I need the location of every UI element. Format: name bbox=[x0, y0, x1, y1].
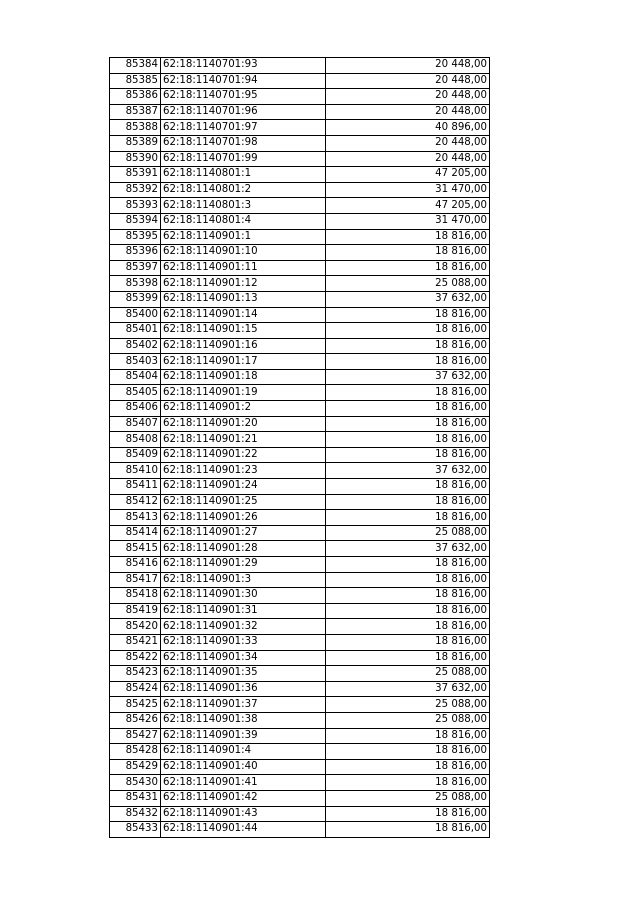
cadastral-code-cell: 62:18:1140801:4 bbox=[161, 213, 326, 229]
row-number-cell: 85408 bbox=[110, 432, 161, 448]
table-row bbox=[110, 151, 490, 167]
value-cell: 18 816,00 bbox=[326, 728, 490, 744]
cadastral-code-cell: 62:18:1140901:15 bbox=[161, 323, 326, 339]
table-row bbox=[110, 354, 490, 370]
value-cell: 18 816,00 bbox=[326, 260, 490, 276]
row-number-cell: 85395 bbox=[110, 229, 161, 245]
table-row bbox=[110, 494, 490, 510]
row-number-cell: 85427 bbox=[110, 728, 161, 744]
table-row bbox=[110, 401, 490, 417]
value-cell: 31 470,00 bbox=[326, 213, 490, 229]
value-cell: 25 088,00 bbox=[326, 790, 490, 806]
table-row bbox=[110, 323, 490, 339]
cadastral-code-cell: 62:18:1140901:13 bbox=[161, 291, 326, 307]
row-number-cell: 85400 bbox=[110, 307, 161, 323]
row-number-cell: 85406 bbox=[110, 401, 161, 417]
table-row bbox=[110, 697, 490, 713]
cadastral-code-cell: 62:18:1140901:29 bbox=[161, 557, 326, 573]
row-number-cell: 85429 bbox=[110, 759, 161, 775]
cadastral-code-cell: 62:18:1140901:34 bbox=[161, 650, 326, 666]
cadastral-code-cell: 62:18:1140701:95 bbox=[161, 89, 326, 105]
cadastral-code-cell: 62:18:1140901:41 bbox=[161, 775, 326, 791]
row-number-cell: 85415 bbox=[110, 541, 161, 557]
row-number-cell: 85430 bbox=[110, 775, 161, 791]
cadastral-code-cell: 62:18:1140901:36 bbox=[161, 681, 326, 697]
table-row bbox=[110, 744, 490, 760]
table-row bbox=[110, 369, 490, 385]
value-cell: 18 816,00 bbox=[326, 229, 490, 245]
table-row bbox=[110, 307, 490, 323]
row-number-cell: 85405 bbox=[110, 385, 161, 401]
table-row bbox=[110, 525, 490, 541]
table-row bbox=[110, 775, 490, 791]
value-cell: 18 816,00 bbox=[326, 432, 490, 448]
table-row bbox=[110, 182, 490, 198]
row-number-cell: 85423 bbox=[110, 666, 161, 682]
value-cell: 37 632,00 bbox=[326, 681, 490, 697]
row-number-cell: 85401 bbox=[110, 323, 161, 339]
row-number-cell: 85416 bbox=[110, 557, 161, 573]
cadastral-code-cell: 62:18:1140901:32 bbox=[161, 619, 326, 635]
table-row bbox=[110, 557, 490, 573]
value-cell: 18 816,00 bbox=[326, 479, 490, 495]
row-number-cell: 85409 bbox=[110, 447, 161, 463]
value-cell: 18 816,00 bbox=[326, 806, 490, 822]
value-cell: 18 816,00 bbox=[326, 775, 490, 791]
value-cell: 20 448,00 bbox=[326, 151, 490, 167]
cadastral-code-cell: 62:18:1140901:4 bbox=[161, 744, 326, 760]
row-number-cell: 85422 bbox=[110, 650, 161, 666]
cadastral-code-cell: 62:18:1140901:27 bbox=[161, 525, 326, 541]
cadastral-code-cell: 62:18:1140901:26 bbox=[161, 510, 326, 526]
table-row bbox=[110, 806, 490, 822]
row-number-cell: 85402 bbox=[110, 338, 161, 354]
row-number-cell: 85428 bbox=[110, 744, 161, 760]
cadastral-code-cell: 62:18:1140901:21 bbox=[161, 432, 326, 448]
row-number-cell: 85426 bbox=[110, 712, 161, 728]
cadastral-code-cell: 62:18:1140901:38 bbox=[161, 712, 326, 728]
value-cell: 40 896,00 bbox=[326, 120, 490, 136]
value-cell: 47 205,00 bbox=[326, 167, 490, 183]
cadastral-code-cell: 62:18:1140901:18 bbox=[161, 369, 326, 385]
table-row bbox=[110, 479, 490, 495]
value-cell: 37 632,00 bbox=[326, 369, 490, 385]
value-cell: 37 632,00 bbox=[326, 541, 490, 557]
row-number-cell: 85411 bbox=[110, 479, 161, 495]
value-cell: 18 816,00 bbox=[326, 759, 490, 775]
cadastral-code-cell: 62:18:1140901:22 bbox=[161, 447, 326, 463]
table-row bbox=[110, 634, 490, 650]
table-row bbox=[110, 759, 490, 775]
cadastral-value-table bbox=[109, 57, 490, 838]
cadastral-code-cell: 62:18:1140901:37 bbox=[161, 697, 326, 713]
table-row bbox=[110, 89, 490, 105]
cadastral-code-cell: 62:18:1140901:25 bbox=[161, 494, 326, 510]
table-row bbox=[110, 245, 490, 261]
row-number-cell: 85417 bbox=[110, 572, 161, 588]
value-cell: 20 448,00 bbox=[326, 104, 490, 120]
table-row bbox=[110, 213, 490, 229]
row-number-cell: 85432 bbox=[110, 806, 161, 822]
cadastral-code-cell: 62:18:1140701:97 bbox=[161, 120, 326, 136]
cadastral-code-cell: 62:18:1140901:17 bbox=[161, 354, 326, 370]
value-cell: 18 816,00 bbox=[326, 634, 490, 650]
value-cell: 18 816,00 bbox=[326, 338, 490, 354]
value-cell: 20 448,00 bbox=[326, 73, 490, 89]
row-number-cell: 85413 bbox=[110, 510, 161, 526]
row-number-cell: 85410 bbox=[110, 463, 161, 479]
table-row bbox=[110, 681, 490, 697]
cadastral-code-cell: 62:18:1140901:14 bbox=[161, 307, 326, 323]
table-row bbox=[110, 510, 490, 526]
cadastral-code-cell: 62:18:1140901:33 bbox=[161, 634, 326, 650]
value-cell: 47 205,00 bbox=[326, 198, 490, 214]
table-body bbox=[110, 58, 490, 838]
value-cell: 18 816,00 bbox=[326, 603, 490, 619]
cadastral-code-cell: 62:18:1140901:39 bbox=[161, 728, 326, 744]
row-number-cell: 85385 bbox=[110, 73, 161, 89]
value-cell: 18 816,00 bbox=[326, 744, 490, 760]
value-cell: 18 816,00 bbox=[326, 822, 490, 838]
cadastral-code-cell: 62:18:1140801:3 bbox=[161, 198, 326, 214]
value-cell: 20 448,00 bbox=[326, 89, 490, 105]
table-row bbox=[110, 338, 490, 354]
value-cell: 18 816,00 bbox=[326, 494, 490, 510]
table-row bbox=[110, 385, 490, 401]
table-row bbox=[110, 276, 490, 292]
row-number-cell: 85419 bbox=[110, 603, 161, 619]
row-number-cell: 85386 bbox=[110, 89, 161, 105]
value-cell: 20 448,00 bbox=[326, 58, 490, 74]
cadastral-code-cell: 62:18:1140901:1 bbox=[161, 229, 326, 245]
table-row bbox=[110, 260, 490, 276]
row-number-cell: 85403 bbox=[110, 354, 161, 370]
table-row bbox=[110, 463, 490, 479]
table-row bbox=[110, 58, 490, 74]
cadastral-code-cell: 62:18:1140901:43 bbox=[161, 806, 326, 822]
table-row bbox=[110, 712, 490, 728]
value-cell: 18 816,00 bbox=[326, 307, 490, 323]
table-row bbox=[110, 666, 490, 682]
value-cell: 18 816,00 bbox=[326, 385, 490, 401]
value-cell: 25 088,00 bbox=[326, 666, 490, 682]
table-row bbox=[110, 588, 490, 604]
value-cell: 18 816,00 bbox=[326, 416, 490, 432]
table-row bbox=[110, 822, 490, 838]
table-row bbox=[110, 416, 490, 432]
cadastral-code-cell: 62:18:1140901:30 bbox=[161, 588, 326, 604]
table-row bbox=[110, 167, 490, 183]
value-cell: 18 816,00 bbox=[326, 401, 490, 417]
row-number-cell: 85388 bbox=[110, 120, 161, 136]
table-row bbox=[110, 728, 490, 744]
table-row bbox=[110, 135, 490, 151]
row-number-cell: 85407 bbox=[110, 416, 161, 432]
row-number-cell: 85431 bbox=[110, 790, 161, 806]
row-number-cell: 85418 bbox=[110, 588, 161, 604]
table-row bbox=[110, 291, 490, 307]
table-row bbox=[110, 104, 490, 120]
table-row bbox=[110, 198, 490, 214]
cadastral-code-cell: 62:18:1140701:93 bbox=[161, 58, 326, 74]
row-number-cell: 85404 bbox=[110, 369, 161, 385]
value-cell: 31 470,00 bbox=[326, 182, 490, 198]
row-number-cell: 85412 bbox=[110, 494, 161, 510]
row-number-cell: 85398 bbox=[110, 276, 161, 292]
value-cell: 18 816,00 bbox=[326, 650, 490, 666]
cadastral-code-cell: 62:18:1140901:11 bbox=[161, 260, 326, 276]
row-number-cell: 85389 bbox=[110, 135, 161, 151]
value-cell: 18 816,00 bbox=[326, 619, 490, 635]
value-cell: 18 816,00 bbox=[326, 245, 490, 261]
value-cell: 37 632,00 bbox=[326, 291, 490, 307]
table-row bbox=[110, 603, 490, 619]
cadastral-code-cell: 62:18:1140701:96 bbox=[161, 104, 326, 120]
cadastral-code-cell: 62:18:1140901:12 bbox=[161, 276, 326, 292]
cadastral-code-cell: 62:18:1140701:94 bbox=[161, 73, 326, 89]
cadastral-code-cell: 62:18:1140901:35 bbox=[161, 666, 326, 682]
value-cell: 25 088,00 bbox=[326, 525, 490, 541]
value-cell: 18 816,00 bbox=[326, 557, 490, 573]
value-cell: 37 632,00 bbox=[326, 463, 490, 479]
row-number-cell: 85420 bbox=[110, 619, 161, 635]
row-number-cell: 85393 bbox=[110, 198, 161, 214]
table-row bbox=[110, 73, 490, 89]
value-cell: 25 088,00 bbox=[326, 712, 490, 728]
row-number-cell: 85394 bbox=[110, 213, 161, 229]
cadastral-code-cell: 62:18:1140901:3 bbox=[161, 572, 326, 588]
row-number-cell: 85390 bbox=[110, 151, 161, 167]
row-number-cell: 85433 bbox=[110, 822, 161, 838]
row-number-cell: 85397 bbox=[110, 260, 161, 276]
value-cell: 18 816,00 bbox=[326, 323, 490, 339]
table-row bbox=[110, 790, 490, 806]
row-number-cell: 85414 bbox=[110, 525, 161, 541]
table-row bbox=[110, 572, 490, 588]
cadastral-code-cell: 62:18:1140901:40 bbox=[161, 759, 326, 775]
value-cell: 18 816,00 bbox=[326, 447, 490, 463]
cadastral-code-cell: 62:18:1140901:16 bbox=[161, 338, 326, 354]
row-number-cell: 85424 bbox=[110, 681, 161, 697]
value-cell: 20 448,00 bbox=[326, 135, 490, 151]
cadastral-code-cell: 62:18:1140901:10 bbox=[161, 245, 326, 261]
row-number-cell: 85387 bbox=[110, 104, 161, 120]
value-cell: 18 816,00 bbox=[326, 572, 490, 588]
value-cell: 18 816,00 bbox=[326, 588, 490, 604]
cadastral-code-cell: 62:18:1140901:31 bbox=[161, 603, 326, 619]
row-number-cell: 85392 bbox=[110, 182, 161, 198]
row-number-cell: 85396 bbox=[110, 245, 161, 261]
table-row bbox=[110, 650, 490, 666]
cadastral-code-cell: 62:18:1140801:1 bbox=[161, 167, 326, 183]
row-number-cell: 85421 bbox=[110, 634, 161, 650]
cadastral-code-cell: 62:18:1140801:2 bbox=[161, 182, 326, 198]
cadastral-code-cell: 62:18:1140701:98 bbox=[161, 135, 326, 151]
cadastral-code-cell: 62:18:1140901:2 bbox=[161, 401, 326, 417]
table-row bbox=[110, 541, 490, 557]
cadastral-code-cell: 62:18:1140901:24 bbox=[161, 479, 326, 495]
value-cell: 18 816,00 bbox=[326, 354, 490, 370]
table-row bbox=[110, 229, 490, 245]
table-row bbox=[110, 432, 490, 448]
cadastral-code-cell: 62:18:1140701:99 bbox=[161, 151, 326, 167]
cadastral-code-cell: 62:18:1140901:44 bbox=[161, 822, 326, 838]
cadastral-code-cell: 62:18:1140901:42 bbox=[161, 790, 326, 806]
row-number-cell: 85391 bbox=[110, 167, 161, 183]
cadastral-code-cell: 62:18:1140901:23 bbox=[161, 463, 326, 479]
cadastral-code-cell: 62:18:1140901:20 bbox=[161, 416, 326, 432]
cadastral-code-cell: 62:18:1140901:28 bbox=[161, 541, 326, 557]
row-number-cell: 85399 bbox=[110, 291, 161, 307]
table-row bbox=[110, 619, 490, 635]
value-cell: 25 088,00 bbox=[326, 276, 490, 292]
row-number-cell: 85384 bbox=[110, 58, 161, 74]
row-number-cell: 85425 bbox=[110, 697, 161, 713]
value-cell: 18 816,00 bbox=[326, 510, 490, 526]
value-cell: 25 088,00 bbox=[326, 697, 490, 713]
table-row bbox=[110, 120, 490, 136]
cadastral-code-cell: 62:18:1140901:19 bbox=[161, 385, 326, 401]
table-row bbox=[110, 447, 490, 463]
